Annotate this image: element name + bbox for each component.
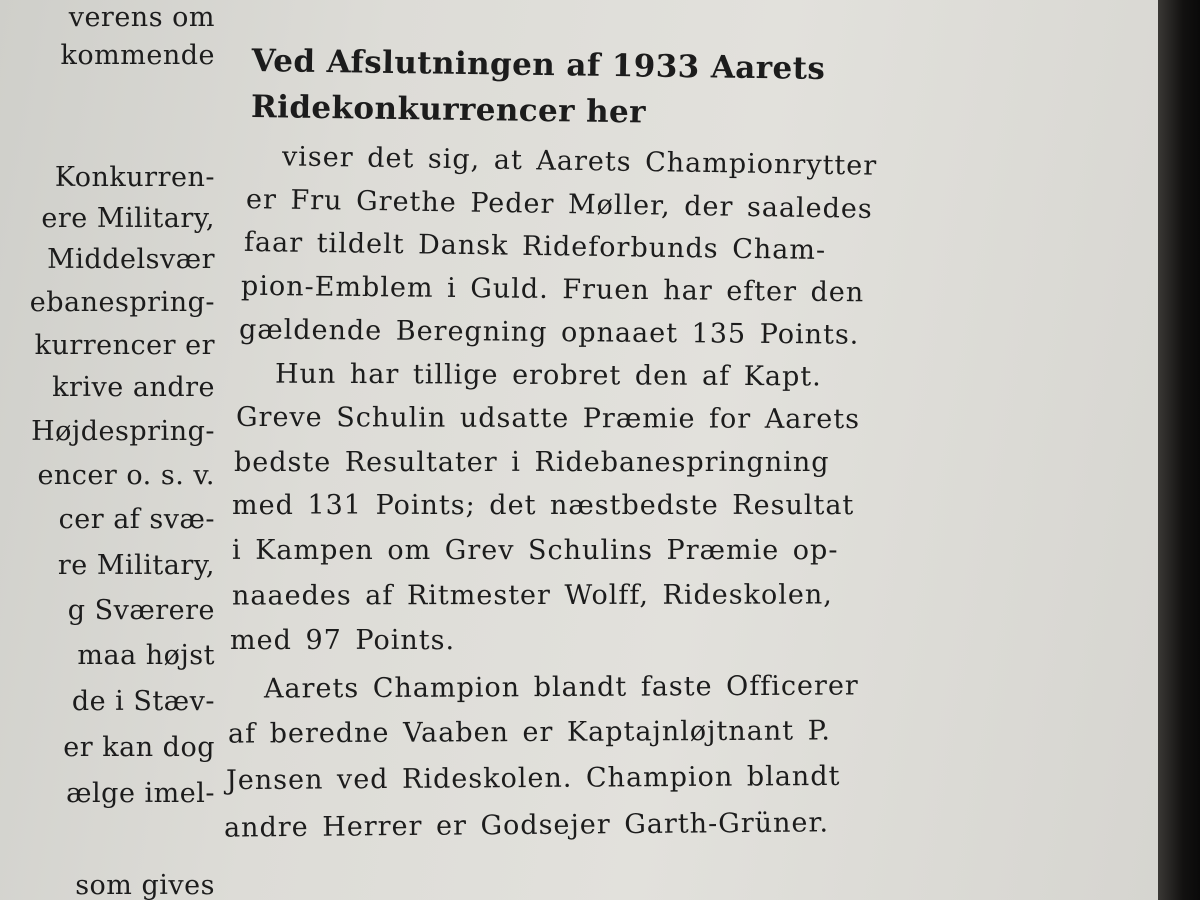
left-line: verens om (68, 2, 215, 33)
body-line: pion-Emblem i Guld. Fruen har efter den (240, 270, 865, 309)
left-line: kurrencer er (34, 330, 215, 361)
body-line: med 131 Points; det næstbedste Resultat (232, 490, 855, 521)
body-line: Greve Schulin udsatte Præmie for Aarets (235, 401, 861, 436)
left-line: g Sværere (67, 595, 215, 626)
left-line: ebanespring- (29, 287, 215, 318)
left-line: er kan dog (63, 732, 215, 763)
left-line: krive andre (52, 372, 215, 403)
body-line: Aarets Champion blandt faste Officerer (263, 670, 859, 705)
article (220, 0, 960, 900)
body-line: Hun har tillige erobret den af Kapt. (274, 358, 822, 393)
body-line: naaedes af Ritmester Wolff, Rideskolen, (231, 579, 833, 612)
left-line: ælge imel- (66, 778, 215, 809)
headline-line: Ridekonkurrencer her (250, 88, 647, 131)
left-line: Højdespring- (31, 416, 215, 447)
body-line: faar tildelt Dansk Rideforbunds Cham- (243, 226, 827, 267)
left-line: re Military, (57, 550, 215, 581)
left-line: encer o. s. v. (37, 460, 215, 491)
page-edge-shadow (1158, 0, 1200, 900)
body-line: af beredne Vaaben er Kaptajnløjtnant P. (227, 715, 832, 750)
body-line: Jensen ved Rideskolen. Champion blandt (225, 760, 841, 797)
left-line: cer af svæ- (58, 504, 215, 535)
body-line: bedste Resultater i Ridebanespringning (234, 447, 830, 478)
left-line: Konkurren- (54, 162, 215, 193)
left-line: som gives (75, 870, 215, 900)
body-line: er Fru Grethe Peder Møller, der saaledes (245, 184, 874, 225)
left-line: Middelsvær (47, 244, 215, 275)
body-line: andre Herrer er Godsejer Garth-Grüner. (223, 807, 830, 844)
body-line: gældende Beregning opnaaet 135 Points. (238, 314, 860, 351)
left-line: ere Military, (41, 203, 215, 234)
left-line: maa højst (77, 640, 215, 671)
body-line: i Kampen om Grev Schulins Præmie op- (232, 535, 839, 566)
headline-line: Ved Afslutningen af 1933 Aarets (251, 42, 826, 88)
body-line: viser det sig, at Aarets Championrytter (281, 141, 878, 182)
article-headline (251, 38, 952, 140)
left-column-fragment (0, 0, 215, 900)
left-line: kommende (60, 40, 215, 71)
left-line: de i Stæv- (71, 686, 215, 717)
body-line: med 97 Points. (230, 625, 456, 656)
